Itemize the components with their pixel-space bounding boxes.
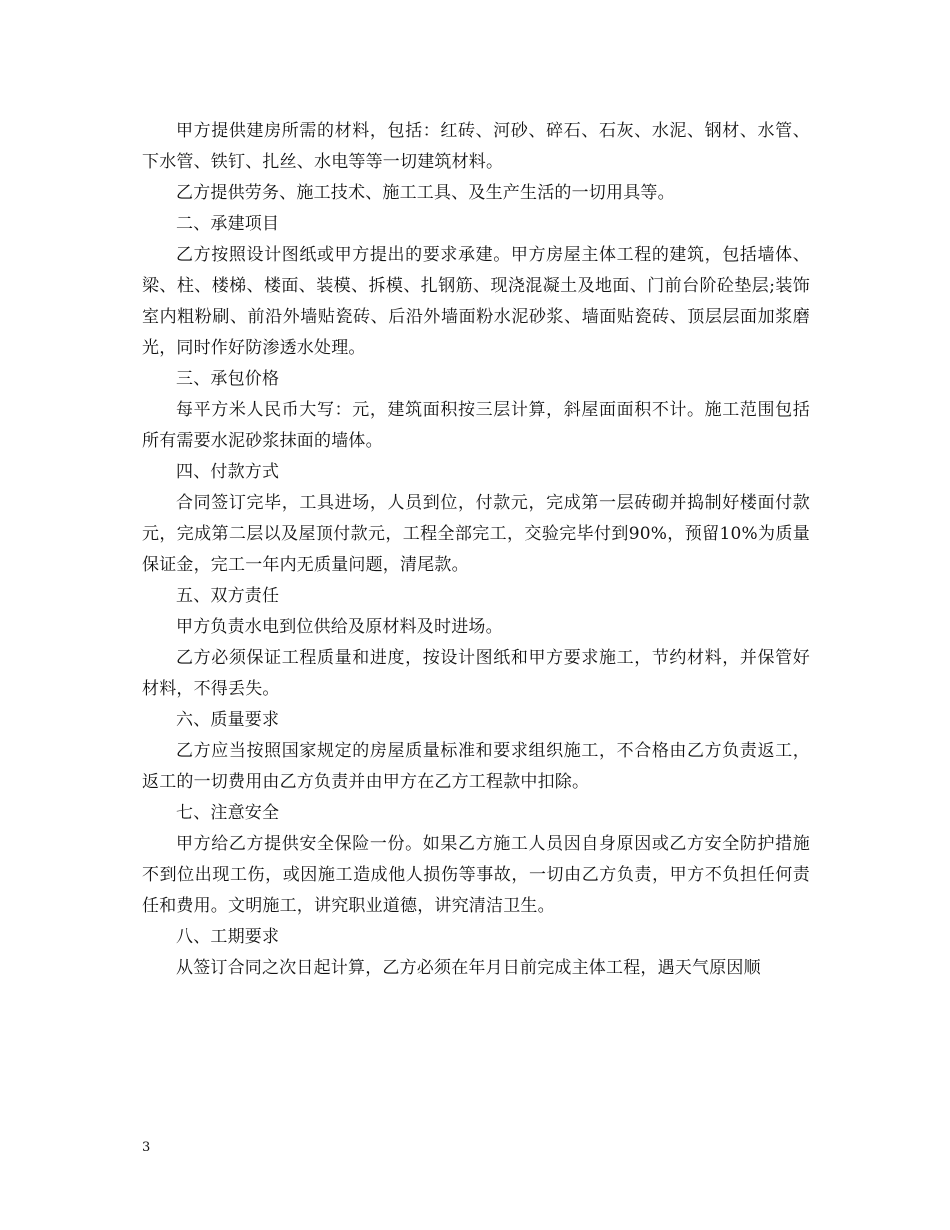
section-heading-construction-items: 二、承建项目 [176, 214, 280, 234]
section-heading-quality-requirements: 六、质量要求 [176, 710, 280, 730]
section-heading-safety: 七、注意安全 [176, 803, 280, 823]
paragraph-materials-party-a: 甲方提供建房所需的材料，包括：红砖、河砂、碎石、石灰、水泥、钢材、水管、下水管、铁钉、扎丝、水电等等一切建筑材料。 [142, 121, 810, 172]
paragraph-labor-party-b: 乙方提供劳务、施工技术、施工工具、及生产生活的一切用具等。 [176, 183, 675, 203]
section-heading-payment-method: 四、付款方式 [176, 462, 280, 482]
paragraph-party-b-responsibility: 乙方必须保证工程质量和进度，按设计图纸和甲方要求施工，节约材料，并保管好材料，不得丢失。 [142, 648, 810, 699]
section-heading-responsibilities: 五、双方责任 [176, 586, 280, 606]
paragraph-safety: 甲方给乙方提供安全保险一份。如果乙方施工人员因自身原因或乙方安全防护措施不到位出现工伤，或因施工造成他人损伤等事故，一切由乙方负责，甲方不负担任何责任和费用。文明施工，讲究职业道德，讲究清洁卫生。 [142, 834, 810, 916]
paragraph-schedule: 从签订合同之次日起计算，乙方必须在年月日前完成主体工程，遇天气原因顺 [176, 958, 761, 978]
paragraph-party-a-responsibility: 甲方负责水电到位供给及原材料及时进场。 [176, 617, 503, 637]
paragraph-quality-requirements: 乙方应当按照国家规定的房屋质量标准和要求组织施工，不合格由乙方负责返工，返工的一切费用由乙方负责并由甲方在乙方工程款中扣除。 [142, 741, 810, 792]
section-heading-contract-price: 三、承包价格 [176, 369, 280, 389]
paragraph-payment-method: 合同签订完毕，工具进场，人员到位，付款元，完成第一层砖砌并捣制好楼面付款元，完成第二层以及屋顶付款元，工程全部完工，交验完毕付到90%，预留10%为质量保证金，完工一年内无质量问题，清尾款。 [142, 493, 810, 575]
document-body [142, 116, 810, 984]
paragraph-construction-items: 乙方按照设计图纸或甲方提出的要求承建。甲方房屋主体工程的建筑，包括墙体、梁、柱、楼梯、楼面、装模、拆模、扎钢筋、现浇混凝土及地面、门前台阶砼垫层;装饰室内粗粉刷、前沿外墙贴瓷砖、后沿外墙面粉水泥砂浆、墙面贴瓷砖、顶层层面加浆磨光，同时作好防渗透水处理。 [142, 245, 810, 358]
paragraph-contract-price: 每平方米人民币大写：元，建筑面积按三层计算，斜屋面面积不计。施工范围包括所有需要水泥砂浆抹面的墙体。 [142, 400, 810, 451]
page-number: 3 [142, 1140, 151, 1155]
section-heading-schedule: 八、工期要求 [176, 927, 280, 947]
